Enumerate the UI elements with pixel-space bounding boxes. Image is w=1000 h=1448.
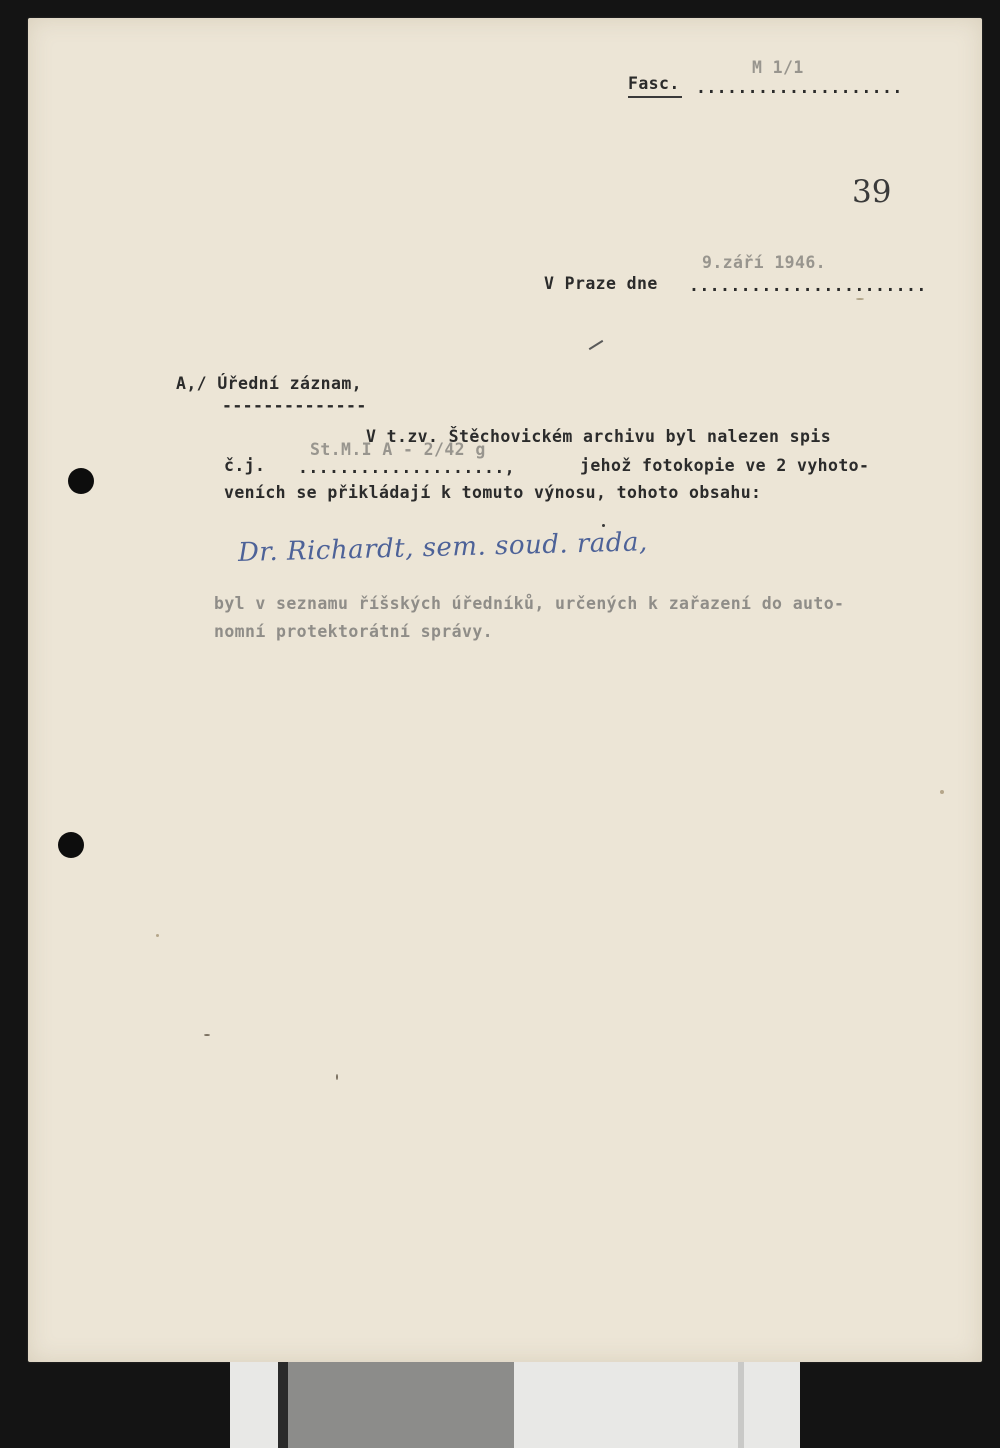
section-underline: -------------- xyxy=(222,396,367,415)
paper-speck xyxy=(602,524,605,527)
page-number: 39 xyxy=(852,174,892,210)
body-line-2-dots: ...................., xyxy=(298,458,516,477)
fasc-underline xyxy=(628,96,682,98)
paper-speck xyxy=(856,298,864,300)
date-value: 9.září 1946. xyxy=(702,253,827,272)
faint-line-1: byl v seznamu říšských úředníků, určených k zařazení do auto- xyxy=(214,594,845,613)
pencil-mark xyxy=(589,340,604,350)
punch-hole-lower xyxy=(58,832,84,858)
section-heading: A,/ Úřední záznam, xyxy=(176,374,363,393)
date-label: V Praze dne xyxy=(544,274,658,293)
body-line-3: veních se přikládají k tomuto výnosu, tohoto obsahu: xyxy=(224,483,762,502)
faint-line-2: nomní protektorátní správy. xyxy=(214,622,494,641)
body-line-1: V t.zv. Štěchovickém archivu byl nalezen spis xyxy=(366,427,832,446)
paper-speck xyxy=(940,790,944,794)
fasc-dots: .................... xyxy=(696,78,903,97)
scan-backing-strip xyxy=(230,1362,800,1448)
body-line-2-suffix: jehož fotokopie ve 2 vyhoto- xyxy=(580,456,870,475)
backing-white-right xyxy=(514,1362,800,1448)
handwritten-name: Dr. Richardt, sem. soud. rada, xyxy=(237,527,649,568)
fasc-label: Fasc. xyxy=(628,74,680,93)
fasc-value: M 1/1 xyxy=(752,58,804,77)
paper-speck xyxy=(336,1074,338,1080)
punch-hole-upper xyxy=(68,468,94,494)
paper-speck xyxy=(204,1034,210,1036)
backing-divider xyxy=(738,1362,744,1448)
backing-grey xyxy=(288,1362,514,1448)
backing-edge xyxy=(278,1362,288,1448)
body-line-2-prefix: č.j. xyxy=(224,456,266,475)
date-dots: ....................... xyxy=(689,276,927,295)
paper-speck xyxy=(156,934,159,937)
document-sheet xyxy=(28,18,982,1362)
body-line-2-reference: St.M.I A - 2/42 g xyxy=(310,440,486,459)
